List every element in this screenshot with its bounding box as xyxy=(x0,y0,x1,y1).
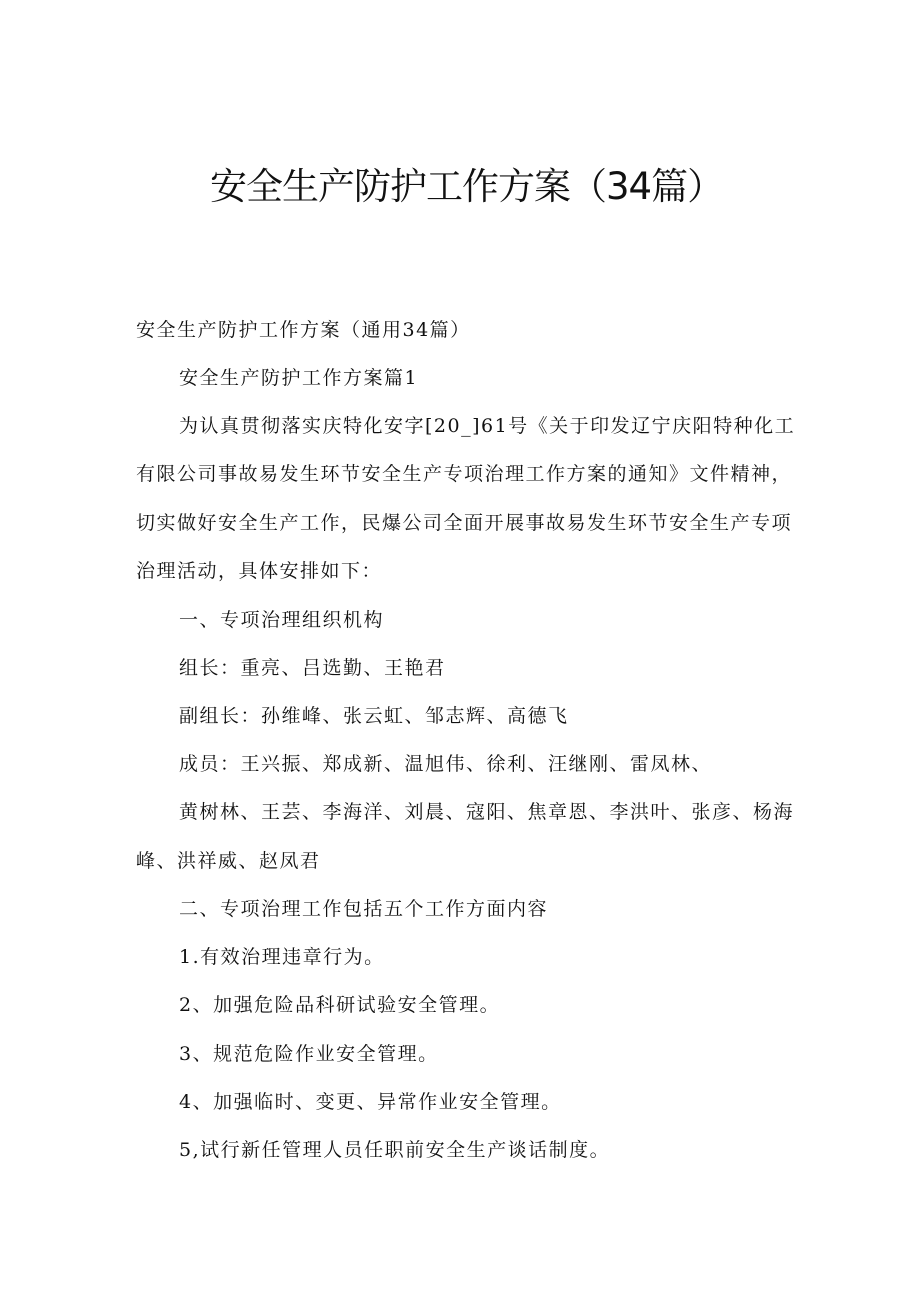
list-item: 1.有效治理违章行为。 xyxy=(179,946,385,968)
org-heading: 一、专项治理组织机构 xyxy=(179,609,385,631)
work-heading: 二、专项治理工作包括五个工作方面内容 xyxy=(179,898,549,920)
members-line-1: 成员：王兴振、郑成新、温旭伟、徐利、汪继刚、雷凤林、 xyxy=(179,753,713,775)
document-subtitle: 安全生产防护工作方案（通用34篇） xyxy=(136,319,471,341)
members-line-2: 黄树林、王芸、李海洋、刘晨、寇阳、焦章恩、李洪叶、张彦、杨海 xyxy=(179,801,795,823)
intro-line-1: 为认真贯彻落实庆特化安字[20_]61号《关于印发辽宁庆阳特种化工 xyxy=(179,415,796,437)
intro-line-2: 有限公司事故易发生环节安全生产专项治理工作方案的通知》文件精神， xyxy=(136,463,793,485)
intro-line-3: 切实做好安全生产工作，民爆公司全面开展事故易发生环节安全生产专项 xyxy=(136,512,793,534)
list-item: 4、加强临时、变更、异常作业安全管理。 xyxy=(179,1091,562,1113)
document-title: 安全生产防护工作方案（34篇） xyxy=(210,165,724,208)
section-heading: 安全生产防护工作方案篇1 xyxy=(179,367,419,389)
list-item: 3、规范危险作业安全管理。 xyxy=(179,1043,439,1065)
intro-line-4: 治理活动，具体安排如下： xyxy=(136,560,383,582)
members-line-3: 峰、洪祥威、赵凤君 xyxy=(136,850,321,872)
leader-line: 组长：重亮、吕选勤、王艳君 xyxy=(179,657,446,679)
list-item: 5,试行新任管理人员任职前安全生产谈话制度。 xyxy=(179,1139,611,1161)
deputy-leader-line: 副组长：孙维峰、张云虹、邹志辉、高德飞 xyxy=(179,705,569,727)
list-item: 2、加强危险品科研试验安全管理。 xyxy=(179,994,501,1016)
